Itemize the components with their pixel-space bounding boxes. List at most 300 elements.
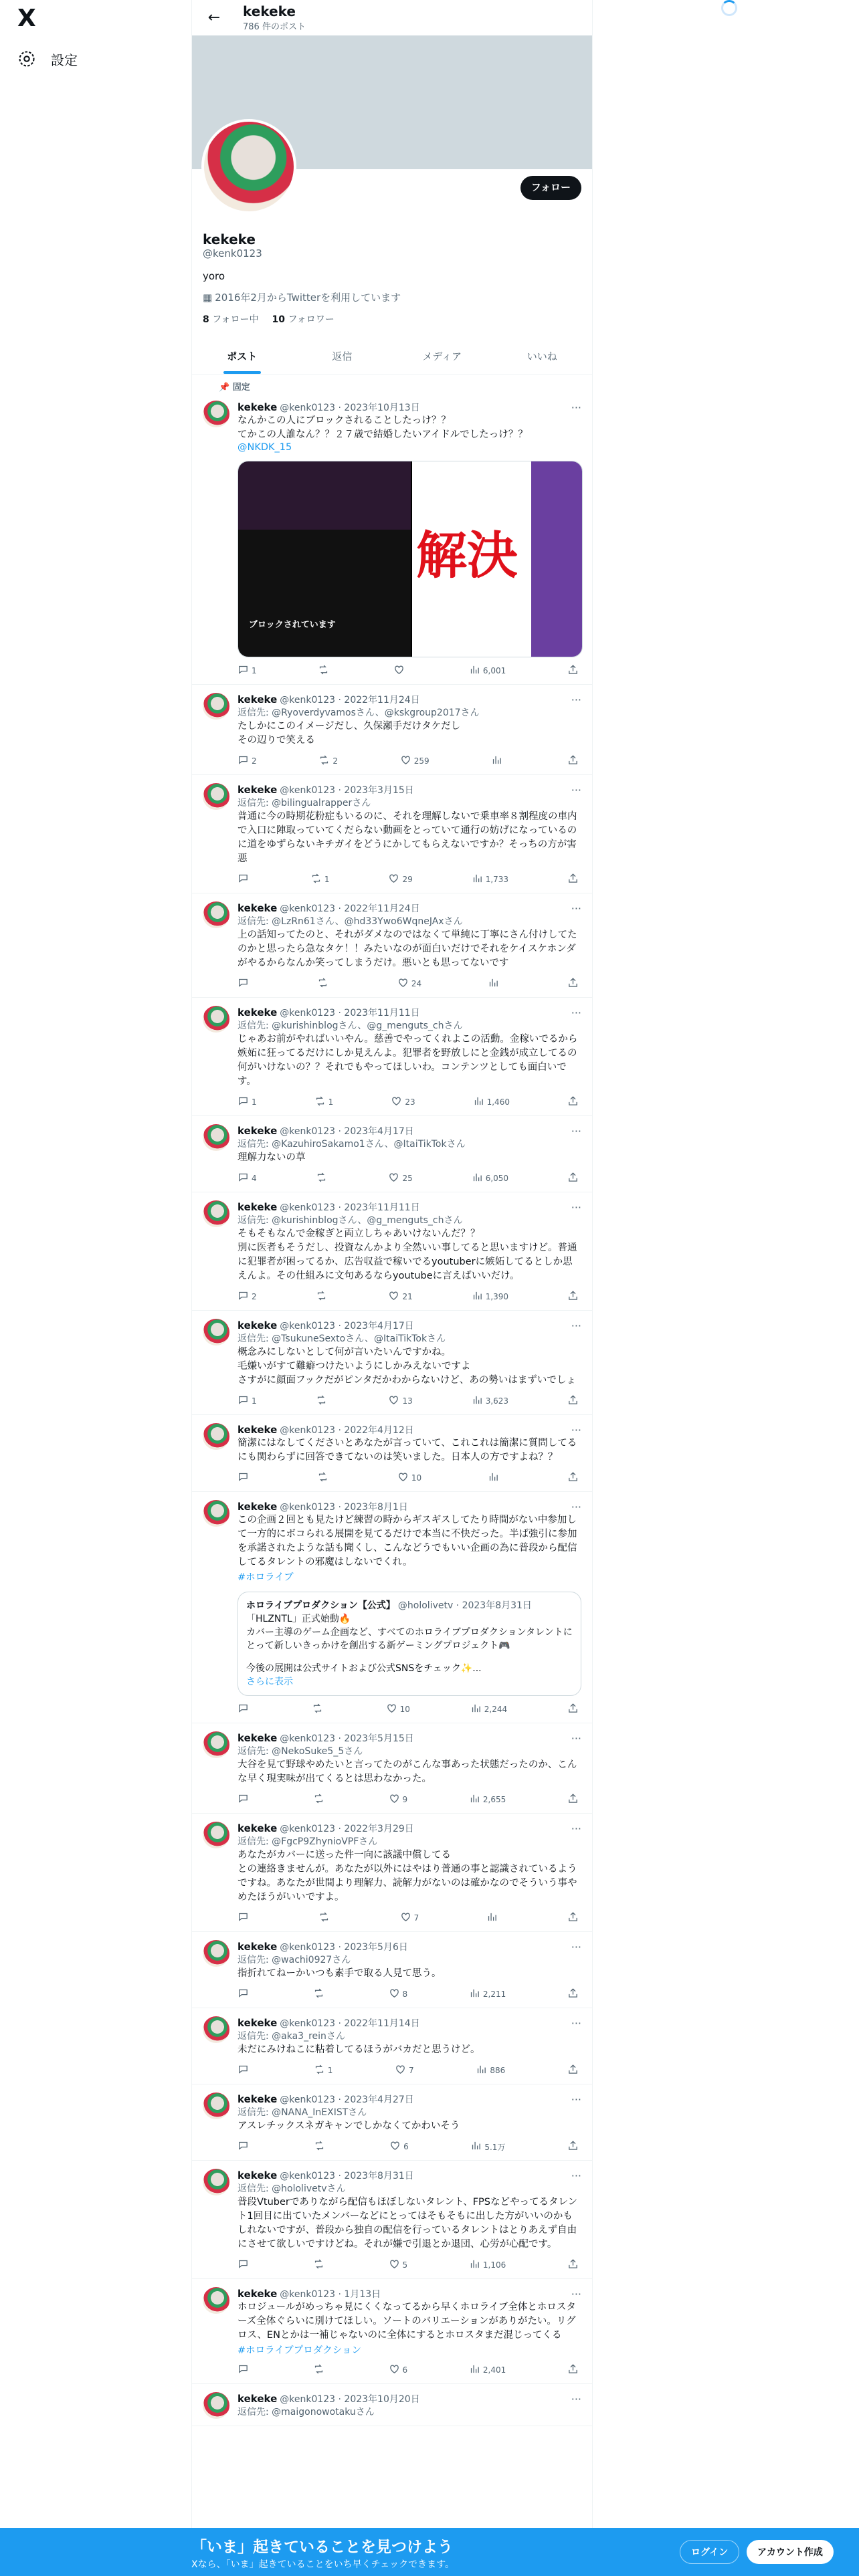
- reply-to-line[interactable]: 返信先: @NekoSuke5_5さん: [237, 1746, 363, 1757]
- like-count: 5: [402, 2260, 408, 2270]
- following-link[interactable]: [203, 312, 259, 326]
- reply-to-line[interactable]: 返信先: @TsukuneSextoさん、@ItaiTikTokさん: [237, 1333, 446, 1344]
- retweet-icon: [316, 1290, 327, 1303]
- following-label: フォロー中: [212, 314, 259, 325]
- retweet-icon: [314, 2064, 325, 2077]
- more-options-icon[interactable]: ···: [571, 1822, 581, 1835]
- retweet-button[interactable]: [313, 2363, 327, 2377]
- views-button[interactable]: [470, 1703, 507, 1716]
- like-button[interactable]: [400, 1911, 419, 1925]
- share-button[interactable]: [567, 873, 579, 886]
- views-button[interactable]: [469, 1988, 506, 2001]
- share-icon: [567, 1911, 579, 1925]
- heart-icon: [393, 664, 405, 677]
- like-button[interactable]: [388, 1172, 412, 1185]
- tweet-actions: [237, 1095, 581, 1109]
- tweet-meta[interactable]: @kenk0123 · 2022年3月29日: [280, 1824, 414, 1834]
- tweet-avatar[interactable]: [203, 2016, 229, 2043]
- more-options-icon[interactable]: ···: [571, 1200, 581, 1214]
- tweet-actions: [237, 754, 581, 768]
- share-button[interactable]: [567, 1911, 579, 1925]
- follow-button[interactable]: フォロー: [520, 176, 581, 200]
- share-icon: [567, 1988, 579, 2001]
- retweet-button[interactable]: [316, 1290, 330, 1303]
- quote-line-3: 今後の展開は公式サイトおよび公式SNSをチェック✨...: [246, 1663, 482, 1674]
- reply-button[interactable]: [237, 1793, 252, 1806]
- tweet-body: [237, 1731, 581, 1806]
- more-options-icon[interactable]: ···: [571, 2392, 581, 2405]
- tweet-meta[interactable]: @kenk0123 · 2023年8月31日: [280, 2171, 414, 2181]
- tweet-author-name[interactable]: kekeke: [237, 1941, 278, 1953]
- retweet-icon: [314, 1095, 326, 1109]
- heart-icon: [389, 1793, 400, 1806]
- views-button[interactable]: [488, 977, 502, 990]
- header-post-count: 786 件のポスト: [243, 22, 306, 32]
- more-options-icon[interactable]: ···: [571, 901, 581, 915]
- reply-to-line[interactable]: 返信先: @hololivetvさん: [237, 2183, 346, 2194]
- tweet-author-name[interactable]: kekeke: [237, 1424, 278, 1436]
- more-options-icon[interactable]: ···: [571, 2016, 581, 2030]
- reply-count: 1: [252, 1396, 257, 1406]
- show-more-link[interactable]: さらに表示: [246, 1677, 293, 1687]
- tweet-meta[interactable]: @kenk0123 · 2023年11月11日: [280, 1202, 420, 1213]
- share-button[interactable]: [567, 664, 579, 677]
- share-button[interactable]: [567, 977, 579, 990]
- login-button[interactable]: ログイン: [680, 2540, 739, 2564]
- retweet-button[interactable]: [312, 1703, 326, 1716]
- more-options-icon[interactable]: ···: [571, 1731, 581, 1745]
- reply-icon: [237, 1703, 249, 1716]
- views-button[interactable]: [469, 2363, 506, 2377]
- reply-button[interactable]: [237, 873, 252, 886]
- reply-button[interactable]: [237, 1394, 257, 1408]
- like-button[interactable]: [386, 1703, 410, 1716]
- tweet-actions: [237, 664, 581, 677]
- reply-to-line[interactable]: 返信先: @KazuhiroSakamo1さん、@ItaiTikTokさん: [237, 1139, 466, 1150]
- tweet-avatar[interactable]: [203, 1423, 229, 1450]
- tweet-avatar[interactable]: [203, 693, 229, 720]
- share-button[interactable]: [567, 2258, 579, 2272]
- retweet-button[interactable]: [313, 1988, 327, 2001]
- tweet[interactable]: [192, 2384, 592, 2426]
- more-options-icon[interactable]: ···: [571, 2169, 581, 2182]
- loading-spinner-icon: [721, 0, 737, 16]
- followers-link[interactable]: [272, 312, 335, 326]
- retweet-icon: [313, 2363, 324, 2377]
- tweet-avatar[interactable]: [203, 1124, 229, 1151]
- views-button[interactable]: [472, 1290, 508, 1303]
- tab-replies[interactable]: 返信: [332, 350, 353, 362]
- tweet[interactable]: [192, 685, 592, 775]
- like-button[interactable]: [395, 2064, 414, 2077]
- retweet-button[interactable]: [314, 2064, 333, 2077]
- tweet-author-name[interactable]: kekeke: [237, 1201, 278, 1213]
- more-options-icon[interactable]: ···: [571, 2287, 581, 2300]
- tweet-avatar[interactable]: [203, 1731, 229, 1758]
- timeline: [192, 393, 592, 2426]
- tweet-author-name[interactable]: kekeke: [237, 2093, 278, 2105]
- views-count: 1,106: [482, 2260, 506, 2270]
- views-button[interactable]: [469, 1793, 506, 1806]
- tweet-meta[interactable]: @kenk0123 · 2023年4月17日: [280, 1126, 414, 1137]
- x-logo-icon[interactable]: X: [17, 5, 36, 32]
- tab-media[interactable]: メディア: [422, 350, 462, 362]
- more-options-icon[interactable]: ···: [571, 401, 581, 414]
- like-count: 21: [402, 1292, 413, 1301]
- tweet[interactable]: [192, 775, 592, 893]
- share-button[interactable]: [567, 1793, 579, 1806]
- tweet-meta[interactable]: @kenk0123 · 2023年8月1日: [280, 1502, 408, 1513]
- tab-likes[interactable]: いいね: [527, 350, 557, 362]
- tweet[interactable]: [192, 1116, 592, 1192]
- tweet-author-name[interactable]: kekeke: [237, 1319, 278, 1331]
- retweet-button[interactable]: [318, 664, 332, 677]
- views-chart-icon: [469, 664, 480, 677]
- reply-to-line[interactable]: 返信先: @aka3_reinさん: [237, 2031, 345, 2042]
- views-count: 1,733: [485, 875, 509, 884]
- tweet[interactable]: [192, 1492, 592, 1723]
- tweet-text: アスレチックスネガキャンでしかなくてかわいそう: [237, 2121, 460, 2131]
- views-button[interactable]: [488, 1471, 502, 1485]
- reply-to-line[interactable]: 返信先: @wachi0927さん: [237, 1955, 351, 1965]
- share-button[interactable]: [567, 1095, 579, 1109]
- more-options-icon[interactable]: ···: [571, 1500, 581, 1513]
- tweet-header: [237, 693, 581, 706]
- profile-tabs: [192, 339, 592, 374]
- prompt-title: 「いま」起きていることを見つけよう: [191, 2539, 453, 2556]
- like-button[interactable]: [389, 2140, 409, 2153]
- tweet-link[interactable]: #ホロライブプロダクション: [237, 2345, 361, 2356]
- reply-icon: [237, 1911, 249, 1925]
- tweet-meta[interactable]: @kenk0123 · 2023年3月15日: [280, 785, 414, 796]
- reply-button[interactable]: [237, 1172, 257, 1185]
- share-button[interactable]: [567, 1394, 579, 1408]
- tweet-avatar[interactable]: [203, 2392, 229, 2419]
- tweet-meta[interactable]: @kenk0123 · 2023年10月13日: [280, 403, 420, 413]
- views-button[interactable]: [472, 873, 508, 886]
- profile-handle: @kenk0123: [203, 247, 262, 259]
- tweet-author-name[interactable]: kekeke: [237, 401, 278, 413]
- views-chart-icon: [469, 2363, 480, 2377]
- tweet-avatar[interactable]: [203, 783, 229, 810]
- reply-to-line[interactable]: 返信先: @FgcP9ZhynioVPFさん: [237, 1836, 378, 1847]
- views-count: 5.1万: [484, 2142, 506, 2152]
- tweet-meta[interactable]: @kenk0123 · 2023年11月11日: [280, 1008, 420, 1018]
- share-button[interactable]: [567, 1290, 579, 1303]
- reply-icon: [237, 1095, 249, 1109]
- reply-button[interactable]: [237, 754, 257, 768]
- tweet-author-name[interactable]: kekeke: [237, 1822, 278, 1834]
- tweet-author-name[interactable]: kekeke: [237, 1125, 278, 1137]
- heart-icon: [388, 1394, 399, 1408]
- tweet-author-name[interactable]: kekeke: [237, 2017, 278, 2029]
- retweet-button[interactable]: [313, 2258, 327, 2272]
- tweet-avatar[interactable]: [203, 1200, 229, 1227]
- reply-button[interactable]: [237, 2064, 252, 2077]
- reply-button[interactable]: [237, 1911, 252, 1925]
- pinned-label: 固定: [232, 383, 250, 393]
- tweet-meta[interactable]: @kenk0123 · 2023年5月15日: [280, 1733, 414, 1744]
- tweet-avatar[interactable]: [203, 1319, 229, 1346]
- views-count: 886: [490, 2066, 506, 2075]
- tweet[interactable]: [192, 893, 592, 998]
- reply-to-line[interactable]: 返信先: @LzRn61さん、@hd33Ywo6WqneJAxさん: [237, 916, 463, 927]
- views-button[interactable]: [472, 1394, 508, 1408]
- tweet[interactable]: [192, 998, 592, 1116]
- reply-icon: [237, 664, 249, 677]
- views-button[interactable]: [486, 1911, 500, 1925]
- share-icon: [567, 1095, 579, 1109]
- media-image-left[interactable]: [238, 461, 411, 657]
- reply-to-line[interactable]: 返信先: @bilingualrapperさん: [237, 798, 371, 809]
- retweet-button[interactable]: [313, 1793, 327, 1806]
- heart-icon: [389, 2363, 400, 2377]
- share-icon: [567, 2064, 579, 2077]
- retweet-button[interactable]: [318, 754, 338, 768]
- tweet[interactable]: [192, 1415, 592, 1492]
- tweet-meta[interactable]: @kenk0123 · 1月13日: [280, 2289, 381, 2300]
- tweet-link[interactable]: #ホロライブ: [237, 1572, 294, 1583]
- tweet[interactable]: [192, 2279, 592, 2384]
- tweet-author-name[interactable]: kekeke: [237, 1732, 278, 1744]
- quoted-tweet[interactable]: [237, 1592, 581, 1696]
- like-button[interactable]: [389, 1793, 408, 1806]
- followers-count: 10: [272, 314, 285, 325]
- like-button[interactable]: [389, 2363, 408, 2377]
- tweet-header: [237, 1822, 581, 1835]
- prompt-subtitle: Xなら、「いま」起きていることをいち早くチェックできます。: [191, 2559, 455, 2570]
- tweet-link[interactable]: @NKDK_15: [237, 442, 292, 453]
- reply-button[interactable]: [237, 2140, 252, 2153]
- tweet[interactable]: [192, 1311, 592, 1415]
- quote-line-1: 「HLZNTL」正式始動🔥: [246, 1614, 351, 1624]
- gear-icon: [17, 49, 36, 68]
- tweet-meta[interactable]: @kenk0123 · 2022年11月24日: [280, 903, 420, 914]
- more-options-icon[interactable]: ···: [571, 2092, 581, 2106]
- tweet-avatar[interactable]: [203, 2169, 229, 2195]
- tweet[interactable]: [192, 1192, 592, 1311]
- like-button[interactable]: [397, 977, 421, 990]
- tweet-author-name[interactable]: kekeke: [237, 784, 278, 796]
- tweet-avatar[interactable]: [203, 1940, 229, 1967]
- like-button[interactable]: [391, 1095, 415, 1109]
- reply-button[interactable]: [237, 664, 257, 677]
- tweet-meta[interactable]: @kenk0123 · 2022年11月24日: [280, 695, 420, 706]
- retweet-count: 1: [324, 875, 330, 884]
- like-button[interactable]: [389, 2258, 408, 2272]
- tweet-actions: [237, 873, 581, 886]
- tweet-body: [237, 2392, 581, 2419]
- tweet[interactable]: [192, 1723, 592, 1814]
- reply-button[interactable]: [237, 1703, 252, 1716]
- share-button[interactable]: [567, 1172, 579, 1185]
- views-count: 3,623: [485, 1396, 509, 1406]
- signup-button[interactable]: アカウント作成: [747, 2540, 834, 2564]
- tweet-body: [237, 1940, 581, 2001]
- profile-avatar[interactable]: [201, 119, 296, 214]
- reply-button[interactable]: [237, 977, 252, 990]
- tweet[interactable]: [192, 2084, 592, 2161]
- tweet-avatar[interactable]: [203, 401, 229, 427]
- tab-posts[interactable]: ポスト: [192, 339, 292, 374]
- retweet-button[interactable]: [314, 1095, 334, 1109]
- share-icon: [567, 1172, 579, 1185]
- views-chart-icon: [488, 977, 499, 990]
- tweet-avatar[interactable]: [203, 1006, 229, 1033]
- reply-button[interactable]: [237, 1095, 257, 1109]
- media-right-text: 解決: [416, 526, 518, 585]
- heart-icon: [388, 1172, 399, 1185]
- views-chart-icon: [472, 1290, 483, 1303]
- reply-button[interactable]: [237, 1471, 252, 1485]
- like-button[interactable]: [388, 1290, 412, 1303]
- share-button[interactable]: [567, 754, 579, 768]
- retweet-icon: [318, 1911, 330, 1925]
- views-count: 2,211: [482, 1990, 506, 1999]
- more-options-icon[interactable]: ···: [571, 1940, 581, 1953]
- tweet-header: [237, 2169, 581, 2182]
- views-button[interactable]: [473, 1095, 510, 1109]
- reply-button[interactable]: [237, 2363, 252, 2377]
- reply-to-line[interactable]: 返信先: @kurishinblogさん、@g_menguts_chさん: [237, 1021, 463, 1031]
- more-options-icon[interactable]: ···: [571, 1319, 581, 1332]
- share-icon: [567, 2140, 579, 2153]
- tweet-actions: [237, 1290, 581, 1303]
- share-button[interactable]: [567, 2140, 579, 2153]
- settings-nav-item[interactable]: [17, 47, 78, 71]
- tweet-body: [237, 693, 581, 768]
- reply-button[interactable]: [237, 1290, 257, 1303]
- reply-to-line[interactable]: 返信先: @kurishinblogさん、@g_menguts_chさん: [237, 1215, 463, 1226]
- retweet-button[interactable]: [318, 1911, 332, 1925]
- share-button[interactable]: [567, 1988, 579, 2001]
- share-icon: [567, 1394, 579, 1408]
- views-button[interactable]: [472, 1172, 508, 1185]
- reply-to-line[interactable]: 返信先: @maigonowotakuさん: [237, 2407, 375, 2418]
- retweet-icon: [314, 2140, 325, 2153]
- tweet-meta[interactable]: @kenk0123 · 2023年4月17日: [280, 1321, 414, 1331]
- retweet-icon: [313, 1988, 324, 2001]
- tweet-media[interactable]: [237, 461, 583, 657]
- joined-text: 2016年2月からTwitterを利用しています: [215, 292, 401, 304]
- tweet-text: ホロジュールがめっちゃ見にくくなってるから早くホロライブ全体とホロスターズ全体ぐらいに別けてほしい。ソートのバリエーションがありがたい。リグロス、ENとかは一補じゃないのに全体にするとホロスタまだ混じってくる: [237, 2302, 576, 2341]
- more-options-icon[interactable]: ···: [571, 783, 581, 796]
- tweet[interactable]: [192, 2008, 592, 2084]
- tweet-avatar[interactable]: [203, 1500, 229, 1527]
- views-button[interactable]: [491, 754, 505, 768]
- tweet-avatar[interactable]: [203, 2092, 229, 2119]
- like-count: 9: [402, 1795, 408, 1804]
- tweet[interactable]: [192, 1932, 592, 2008]
- like-count: 23: [405, 1097, 415, 1107]
- more-options-icon[interactable]: ···: [571, 1124, 581, 1138]
- share-icon: [567, 754, 579, 768]
- tweet-avatar[interactable]: [203, 1822, 229, 1848]
- share-button[interactable]: [567, 1471, 579, 1485]
- tweet-author-name[interactable]: kekeke: [237, 902, 278, 914]
- tweet-avatar[interactable]: [203, 2287, 229, 2314]
- tweet-header: [237, 1500, 581, 1513]
- reply-icon: [237, 1793, 249, 1806]
- like-button[interactable]: [397, 1471, 421, 1485]
- reply-to-line[interactable]: 返信先: @NANA_InEXISTさん: [237, 2107, 367, 2118]
- like-button[interactable]: [400, 754, 430, 768]
- like-button[interactable]: [388, 1394, 412, 1408]
- like-button[interactable]: [389, 1988, 408, 2001]
- tweet-meta[interactable]: @kenk0123 · 2023年10月20日: [280, 2394, 420, 2405]
- views-button[interactable]: [470, 2140, 505, 2153]
- retweet-button[interactable]: [314, 2140, 328, 2153]
- tweet-author-name[interactable]: kekeke: [237, 2169, 278, 2181]
- retweet-button[interactable]: [317, 977, 331, 990]
- back-arrow-icon[interactable]: ←: [207, 9, 221, 26]
- tweet-author-name[interactable]: kekeke: [237, 2393, 278, 2405]
- reply-to-line[interactable]: 返信先: @Ryoverdyvamosさん、@kskgroup2017さん: [237, 708, 480, 718]
- tweet-author-name[interactable]: kekeke: [237, 693, 278, 706]
- views-button[interactable]: [469, 664, 506, 677]
- tweet[interactable]: [192, 1814, 592, 1932]
- tweet-meta[interactable]: @kenk0123 · 2023年4月27日: [280, 2095, 414, 2105]
- reply-button[interactable]: [237, 2258, 252, 2272]
- share-button[interactable]: [567, 2064, 579, 2077]
- tweet-text: 普段Vtuberでありながら配信もほぼしないタレント、FPSなどやってるタレント1回目に出ていたメンバーなどにとってはそもそもに出した方がいいのかもしれないですが、普段から独自の配信を行っているタレントはとりあえず自由にさせて欲しいですけどね。それが嫌で引退とか退団、心労が心配です。: [237, 2197, 578, 2250]
- more-options-icon[interactable]: ···: [571, 693, 581, 706]
- like-button[interactable]: [388, 873, 412, 886]
- heart-icon: [388, 1290, 399, 1303]
- retweet-count: 1: [328, 1097, 334, 1107]
- tweet-header: [237, 1940, 581, 1953]
- retweet-button[interactable]: [316, 1172, 330, 1185]
- tweet-author-name[interactable]: kekeke: [237, 1501, 278, 1513]
- tweet-avatar[interactable]: [203, 901, 229, 928]
- retweet-button[interactable]: [316, 1394, 330, 1408]
- like-count: 6: [402, 2365, 408, 2375]
- tweet-author-name[interactable]: kekeke: [237, 1006, 278, 1018]
- views-button[interactable]: [469, 2258, 506, 2272]
- views-chart-icon: [469, 1988, 480, 2001]
- like-button[interactable]: [393, 664, 407, 677]
- tweet-actions: [237, 1703, 581, 1716]
- retweet-button[interactable]: [317, 1471, 331, 1485]
- more-options-icon[interactable]: ···: [571, 1423, 581, 1436]
- retweet-count: 2: [332, 756, 338, 766]
- retweet-button[interactable]: [310, 873, 330, 886]
- tweet-author-name[interactable]: kekeke: [237, 2288, 278, 2300]
- tweet[interactable]: [192, 393, 592, 685]
- heart-icon: [389, 2258, 400, 2272]
- views-chart-icon: [488, 1471, 499, 1485]
- tweet-meta[interactable]: @kenk0123 · 2022年11月14日: [280, 2018, 420, 2029]
- share-button[interactable]: [567, 2363, 579, 2377]
- more-options-icon[interactable]: ···: [571, 1006, 581, 1019]
- views-button[interactable]: [476, 2064, 505, 2077]
- tweet-header: [237, 901, 581, 915]
- tweet-meta[interactable]: @kenk0123 · 2022年4月12日: [280, 1425, 414, 1436]
- tweet-text: 簡潔にはなしてくださいとあなたが言っていて、これこれは簡潔に質問してるにも関わらずに回答できてないのは笑いました。日本人の方ですよね？？: [237, 1438, 577, 1463]
- tweet-body: [237, 2016, 581, 2077]
- retweet-icon: [316, 1172, 327, 1185]
- profile-head: [192, 169, 592, 258]
- retweet-icon: [312, 1703, 323, 1716]
- tweet-header: [237, 1423, 581, 1436]
- views-chart-icon: [473, 1095, 484, 1109]
- share-button[interactable]: [567, 1703, 579, 1716]
- tweet-meta[interactable]: @kenk0123 · 2023年5月6日: [280, 1942, 408, 1953]
- reply-button[interactable]: [237, 1988, 252, 2001]
- media-image-right[interactable]: [411, 461, 582, 657]
- reply-count: 2: [252, 756, 257, 766]
- tweet[interactable]: [192, 2161, 592, 2279]
